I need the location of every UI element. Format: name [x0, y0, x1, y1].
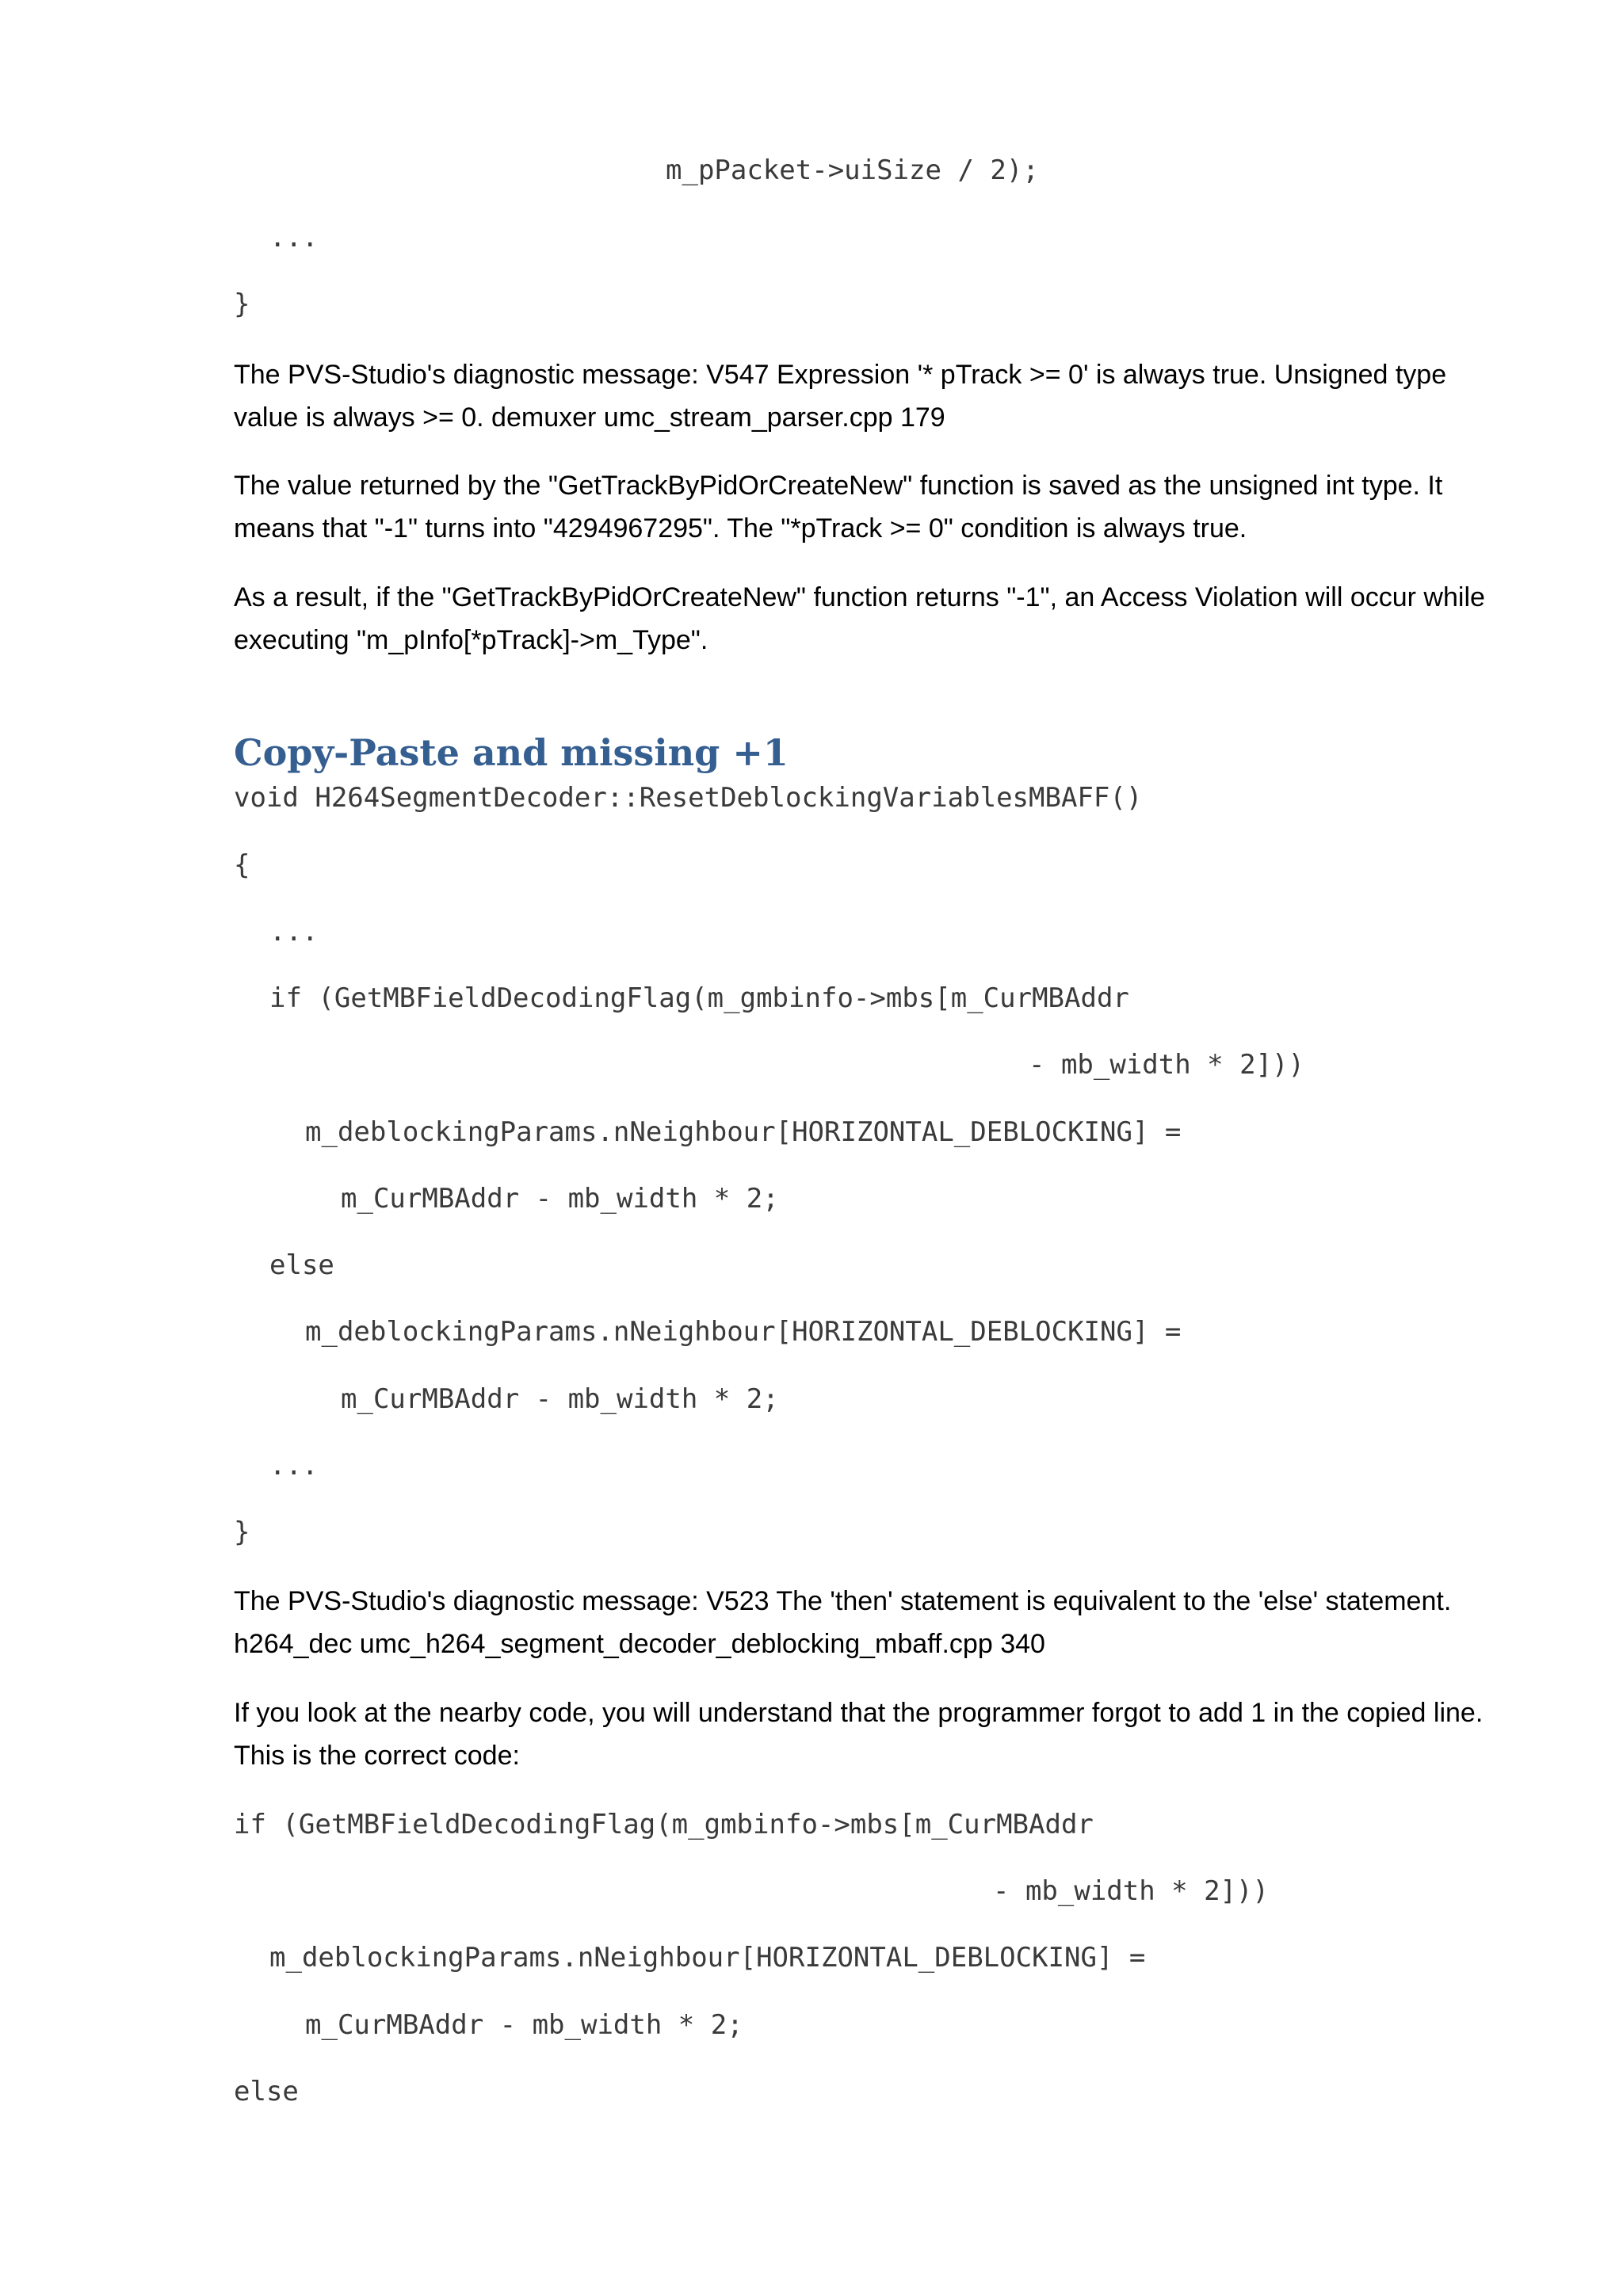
- code-line: m_deblockingParams.nNeighbour[HORIZONTAL_DEBLOCKING] =: [269, 1942, 1146, 1974]
- code-line: else: [269, 1249, 334, 1281]
- code-line: if (GetMBFieldDecodingFlag(m_gmbinfo->mbs[m_CurMBAddr: [234, 1809, 1094, 1840]
- code-line: else: [234, 2076, 299, 2107]
- explanation-paragraph: The value returned by the "GetTrackByPidOrCreateNew" function is saved as the unsigned int type. It means that "-1" turns into "4294967295". The "*pTrack >= 0" condition is always true.: [234, 471, 1443, 543]
- diagnostic-paragraph: The PVS-Studio's diagnostic message: V523 The 'then' statement is equivalent to the 'else' statement. h264_dec umc_h264_segment_decoder_deblocking_mbaff.cpp 340: [234, 1586, 1452, 1659]
- code-line: - mb_width * 2])): [993, 1875, 1269, 1907]
- code-line: m_deblockingParams.nNeighbour[HORIZONTAL_DEBLOCKING] =: [305, 1316, 1182, 1348]
- code-line: m_deblockingParams.nNeighbour[HORIZONTAL_DEBLOCKING] =: [305, 1116, 1182, 1148]
- code-line: void H264SegmentDecoder::ResetDeblockingVariablesMBAFF(): [234, 782, 1143, 814]
- code-line: }: [234, 288, 250, 320]
- result-paragraph: As a result, if the "GetTrackByPidOrCreateNew" function returns "-1", an Access Violation will occur while executing "m_pInfo[*pTrack]->m_Type".: [234, 582, 1485, 655]
- section-heading: Copy-Paste and missing +1: [234, 731, 789, 774]
- code-line: - mb_width * 2])): [1029, 1049, 1304, 1081]
- code-line: m_pPacket->uiSize / 2);: [666, 154, 1039, 186]
- code-line: if (GetMBFieldDecodingFlag(m_gmbinfo->mbs[m_CurMBAddr: [269, 982, 1129, 1014]
- code-line: }: [234, 1516, 250, 1548]
- code-line: m_CurMBAddr - mb_width * 2;: [305, 2009, 743, 2041]
- code-line: ...: [269, 222, 319, 254]
- code-line: ...: [269, 1450, 319, 1482]
- code-line: m_CurMBAddr - mb_width * 2;: [341, 1383, 779, 1415]
- code-line: {: [234, 849, 250, 881]
- code-line: ...: [269, 916, 319, 948]
- code-line: m_CurMBAddr - mb_width * 2;: [341, 1183, 779, 1215]
- diagnostic-paragraph: The PVS-Studio's diagnostic message: V547 Expression '* pTrack >= 0' is always true. Unsigned type value is always >= 0. demuxer umc_stream_parser.cpp 179: [234, 360, 1447, 433]
- explanation-paragraph: If you look at the nearby code, you will understand that the programmer forgot to add 1 in the copied line. This is the correct code:: [234, 1698, 1484, 1771]
